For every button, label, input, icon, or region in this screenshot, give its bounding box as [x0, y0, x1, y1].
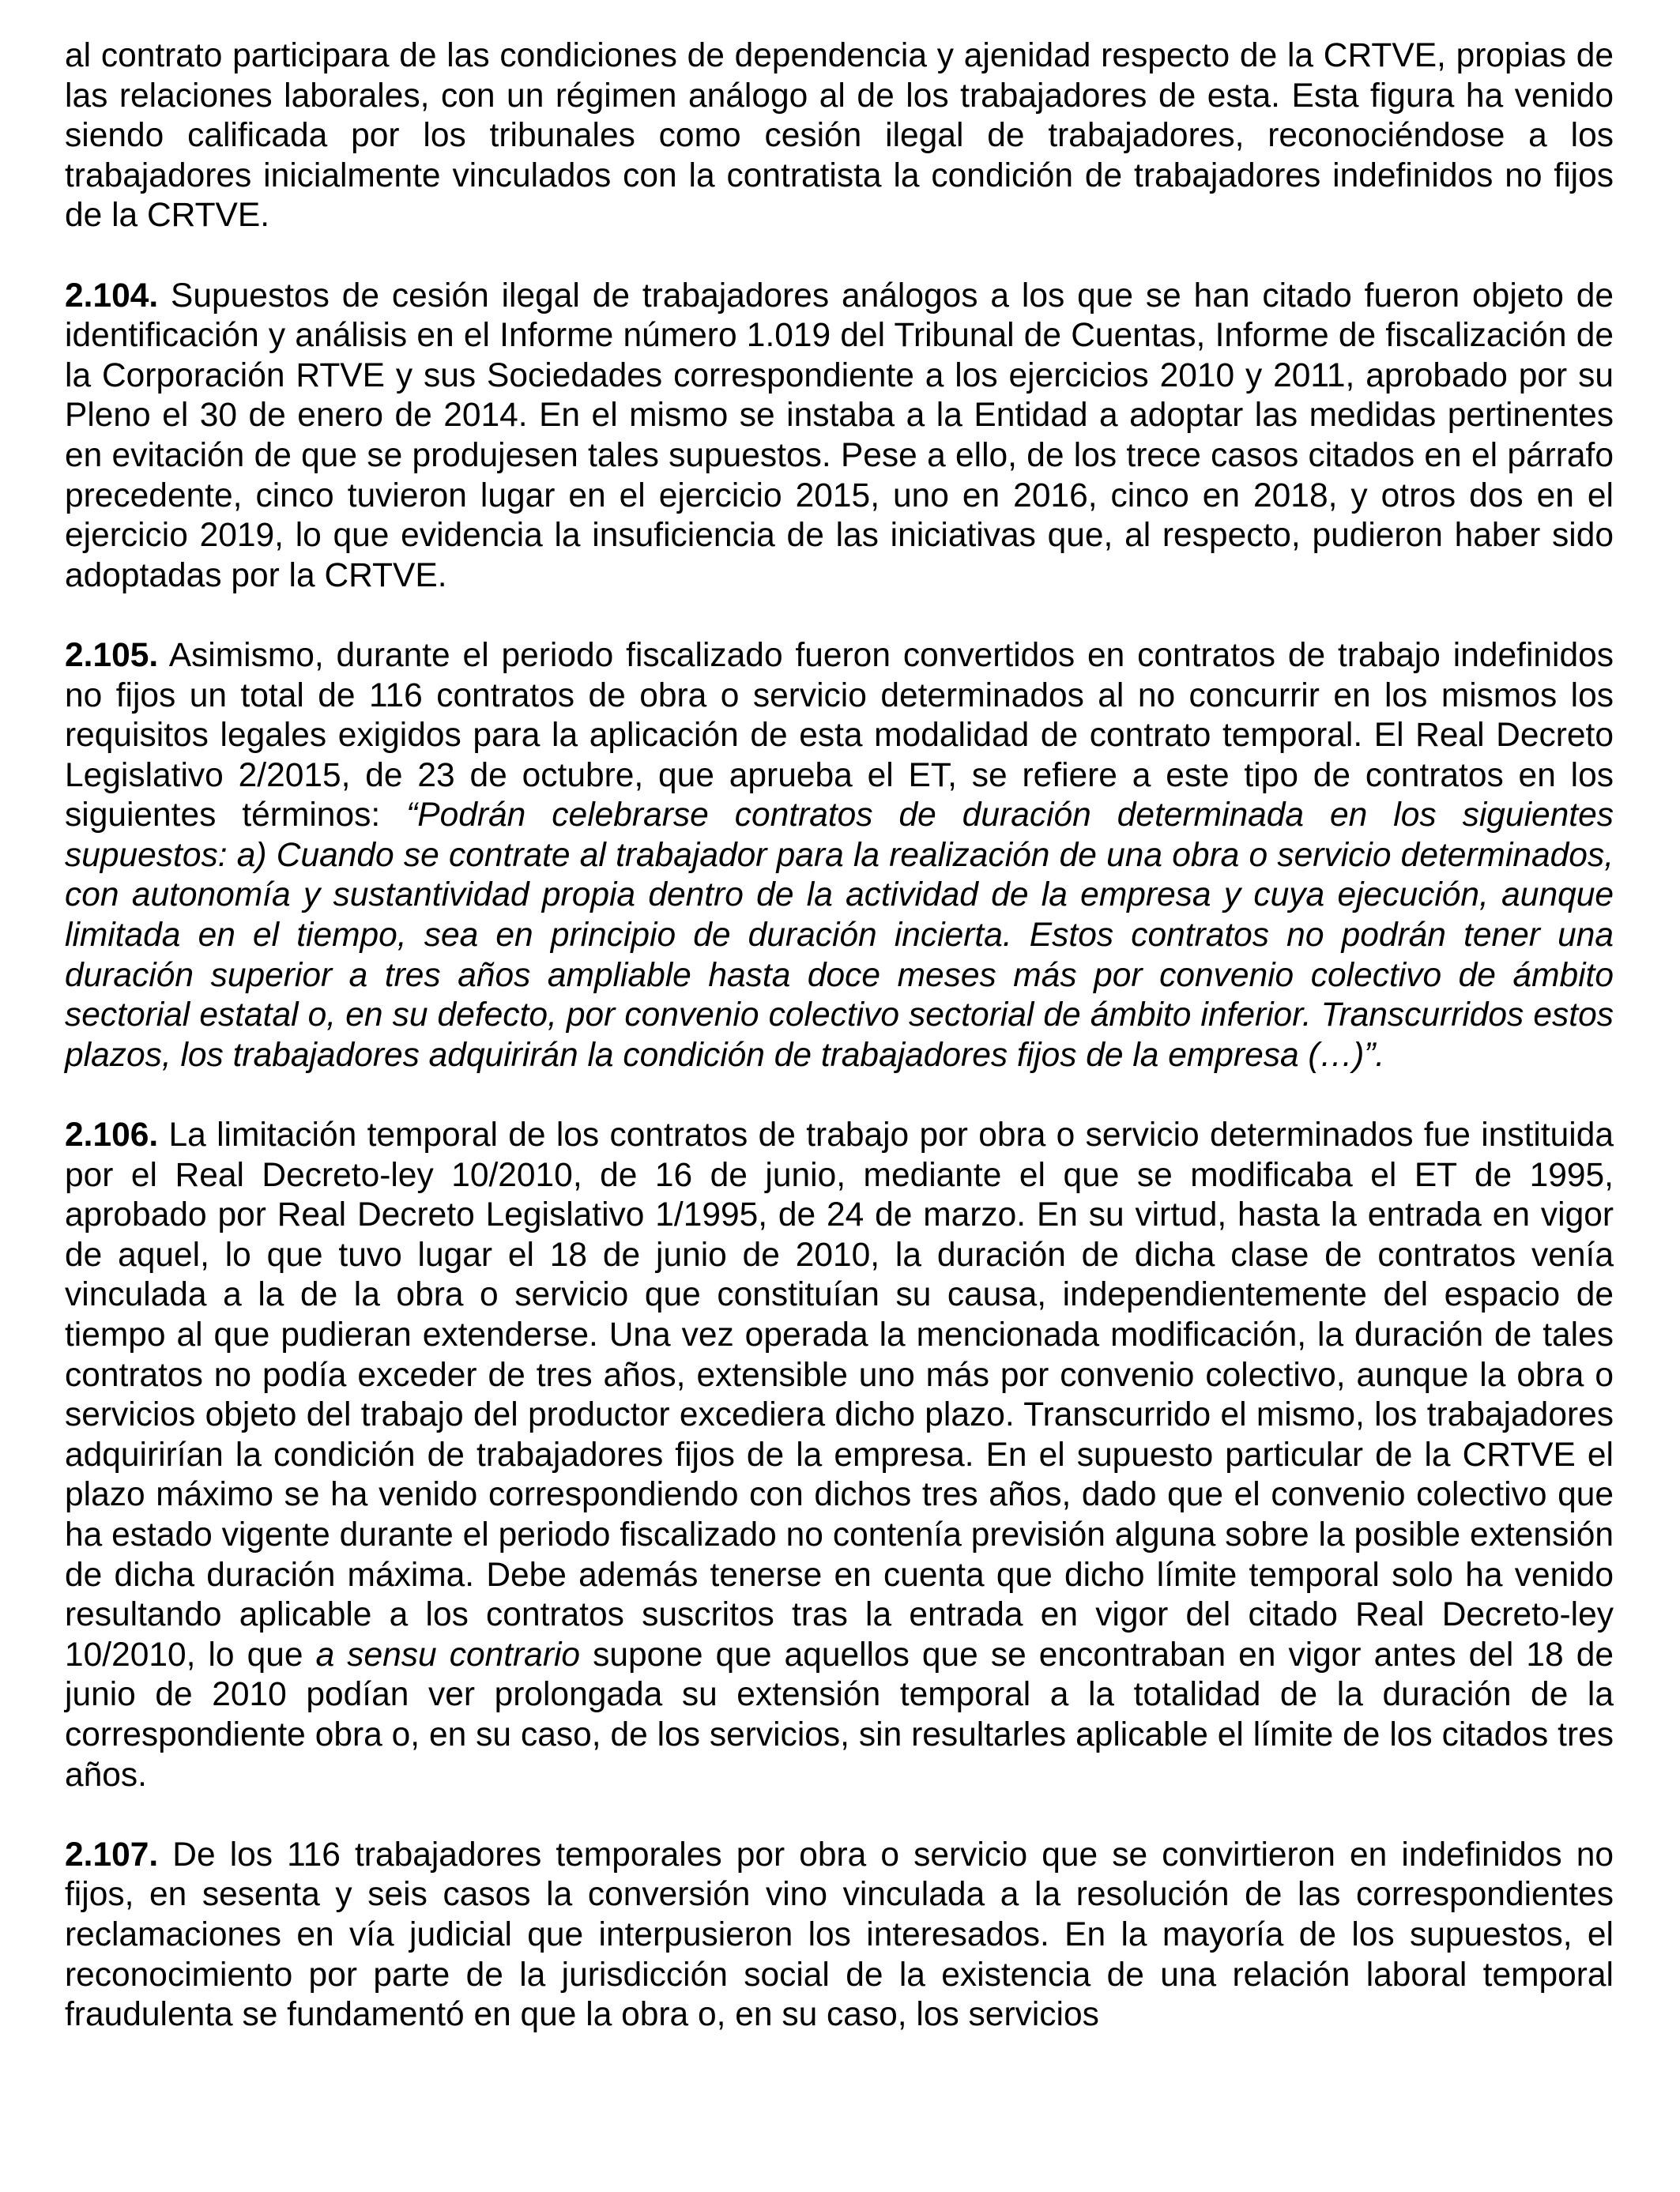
paragraph-2-107	[65, 1836, 1614, 2036]
paragraph-text: Supuestos de cesión ilegal de trabajadores análogos a los que se han citado fueron objeto de identificación y análisis en el Informe número 1.019 del Tribunal de Cuentas, Informe de fiscalización de la Corporación RTVE y sus Sociedades correspondiente a los ejercicios 2010 y 2011, aprobado por su Pleno el 30 de enero de 2014. En el mismo se instaba a la Entidad a adoptar las medidas pertinentes en evitación de que se produjesen tales supuestos. Pese a ello, de los trece casos citados en el párrafo precedente, cinco tuvieron lugar en el ejercicio 2015, uno en 2016, cinco en 2018, y otros dos en el ejercicio 2019, lo que evidencia la insuficiencia de las iniciativas que, al respecto, pudieron haber sido adoptadas por la CRTVE.	[65, 277, 1614, 594]
paragraph-2-106	[65, 1116, 1614, 1795]
paragraph-number: 2.107.	[65, 1836, 159, 1874]
document-page	[65, 36, 1614, 2036]
paragraph-2-105	[65, 636, 1614, 1076]
paragraph-text: al contrato participara de las condiciones de dependencia y ajenidad respecto de la CRTVE, propias de las relaciones laborales, con un régimen análogo al de los trabajadores de esta. Esta figura ha venido siendo calificada por los tribunales como cesión ilegal de trabajadores, reconociéndose a los trabajadores inicialmente vinculados con la contratista la condición de trabajadores indefinidos no fijos de la CRTVE.	[65, 37, 1614, 235]
paragraph-number: 2.106.	[65, 1117, 159, 1154]
paragraph-intro	[65, 36, 1614, 236]
latin-phrase: a sensu contrario	[315, 1636, 581, 1674]
paragraph-text: De los 116 trabajadores temporales por obra o servicio que se convirtieron en indefinidos no fijos, en sesenta y seis casos la conversión vino vinculada a la resolución de las correspondientes reclamaciones en vía judicial que interpusieron los interesados. En la mayoría de los supuestos, el reconocimiento por parte de la jurisdicción social de la existencia de una relación laboral temporal fraudulenta se fundamentó en que la obra o, en su caso, los servicios	[65, 1836, 1614, 2034]
legal-quote: “Podrán celebrarse contratos de duración determinada en los siguientes supuestos: a) Cuando se contrate al trabajador para la realización de una obra o servicio determinados, con autonomía y sustantividad propia dentro de la actividad de la empresa y cuya ejecución, aunque limitada en el tiempo, sea en principio de duración incierta. Estos contratos no podrán tener una duración superior a tres años ampliable hasta doce meses más por convenio colectivo de ámbito sectorial estatal o, en su defecto, por convenio colectivo sectorial de ámbito inferior. Transcurridos estos plazos, los trabajadores adquirirán la condición de trabajadores fijos de la empresa (…)”.	[65, 797, 1614, 1074]
paragraph-number: 2.105.	[65, 636, 159, 674]
paragraph-2-104	[65, 277, 1614, 597]
paragraph-number: 2.104.	[65, 277, 159, 314]
paragraph-text: supone que aquellos que se encontraban en vigor antes del 18 de junio de 2010 podían ver prolongada su extensión temporal a la totalidad de la duración de la correspondiente obra o, en su caso, de los servicios, sin resultarles aplicable el límite de los citados tres años.	[65, 1636, 1614, 1794]
paragraph-text: Asimismo, durante el periodo fiscalizado fueron convertidos en contratos de trabajo indefinidos no fijos un total de 116 contratos de obra o servicio determinados al no concurrir en los mismos los requisitos legales exigidos para la aplicación de esta modalidad de contrato temporal. El Real Decreto Legislativo 2/2015, de 23 de octubre, que aprueba el ET, se refiere a este tipo de contratos en los siguientes términos:	[65, 636, 1614, 834]
paragraph-text: La limitación temporal de los contratos de trabajo por obra o servicio determinados fue instituida por el Real Decreto-ley 10/2010, de 16 de junio, mediante el que se modificaba el ET de 1995, aprobado por Real Decreto Legislativo 1/1995, de 24 de marzo. En su virtud, hasta la entrada en vigor de aquel, lo que tuvo lugar el 18 de junio de 2010, la duración de dicha clase de contratos venía vinculada a la de la obra o servicio que constituían su causa, independientemente del espacio de tiempo al que pudieran extenderse. Una vez operada la mencionada modificación, la duración de tales contratos no podía exceder de tres años, extensible uno más por convenio colectivo, aunque la obra o servicios objeto del trabajo del productor excediera dicho plazo. Transcurrido el mismo, los trabajadores adquirirían la condición de trabajadores fijos de la empresa. En el supuesto particular de la CRTVE el plazo máximo se ha venido correspondiendo con dichos tres años, dado que el convenio colectivo que ha estado vigente durante el periodo fiscalizado no contenía previsión alguna sobre la posible extensión de dicha duración máxima. Debe además tenerse en cuenta que dicho límite temporal solo ha venido resultando aplicable a los contratos suscritos tras la entrada en vigor del citado Real Decreto-ley 10/2010, lo que	[65, 1117, 1614, 1674]
